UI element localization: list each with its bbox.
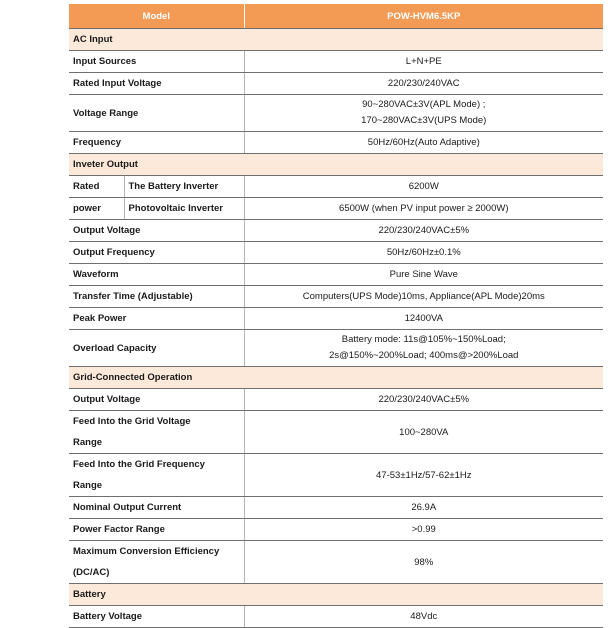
row-value: 220/230/240VAC±5% xyxy=(244,220,603,242)
row-label: Rated Input Voltage xyxy=(69,73,244,95)
table-row xyxy=(69,411,603,454)
label-line: Feed Into the Grid Voltage xyxy=(73,416,191,427)
row-label: Transfer Time (Adjustable) xyxy=(69,286,244,308)
row-value: Pure Sine Wave xyxy=(244,264,603,286)
value-line: 170~280VAC±3V(UPS Mode) xyxy=(361,115,487,126)
row-label: The Battery Inverter xyxy=(124,176,244,198)
section-grid-connected xyxy=(69,367,603,389)
row-label: Output Voltage xyxy=(69,220,244,242)
table-row xyxy=(69,176,603,198)
row-value: 220/230/240VAC xyxy=(244,73,603,95)
row-value: 6500W (when PV input power ≥ 2000W) xyxy=(244,198,603,220)
row-label xyxy=(69,454,244,497)
row-value: 98% xyxy=(244,541,603,584)
row-value xyxy=(244,330,603,367)
row-value: 50Hz/60Hz±0.1% xyxy=(244,242,603,264)
table-row xyxy=(69,264,603,286)
row-value: 26.9A xyxy=(244,497,603,519)
table-row xyxy=(69,606,603,628)
value-line: Battery mode: 11s@105%~150%Load; xyxy=(341,334,506,345)
row-label: Input Sources xyxy=(69,51,244,73)
model-label: Model xyxy=(69,4,244,29)
table-row xyxy=(69,330,603,367)
header-row xyxy=(69,4,603,29)
table-row xyxy=(69,308,603,330)
label-line: Maximum Conversion Efficiency xyxy=(73,546,220,557)
table-row xyxy=(69,286,603,308)
row-label: Power Factor Range xyxy=(69,519,244,541)
row-value: 48Vdc xyxy=(244,606,603,628)
table-row xyxy=(69,242,603,264)
row-label: Photovoltaic Inverter xyxy=(124,198,244,220)
row-label: Voltage Range xyxy=(69,95,244,132)
row-value: >0.99 xyxy=(244,519,603,541)
section-title: Grid-Connected Operation xyxy=(69,367,603,389)
row-value: 100~280VA xyxy=(244,411,603,454)
row-label: Battery Voltage xyxy=(69,606,244,628)
section-inverter-output xyxy=(69,154,603,176)
row-value: 12400VA xyxy=(244,308,603,330)
row-value: L+N+PE xyxy=(244,51,603,73)
row-label: Output Voltage xyxy=(69,389,244,411)
row-value xyxy=(244,95,603,132)
spec-table xyxy=(69,4,603,628)
table-row xyxy=(69,132,603,154)
row-value: 220/230/240VAC±5% xyxy=(244,389,603,411)
value-line: 2s@150%~200%Load; 400ms@>200%Load xyxy=(329,350,519,361)
table-row xyxy=(69,454,603,497)
row-label xyxy=(69,541,244,584)
rated-label: Rated xyxy=(69,176,124,198)
row-label xyxy=(69,411,244,454)
table-row xyxy=(69,95,603,132)
table-row xyxy=(69,198,603,220)
label-line: Feed Into the Grid Frequency xyxy=(73,459,205,470)
table-row xyxy=(69,519,603,541)
label-line: Range xyxy=(73,437,103,448)
table-row xyxy=(69,389,603,411)
table-row xyxy=(69,497,603,519)
row-label: Overload Capacity xyxy=(69,330,244,367)
row-label: Frequency xyxy=(69,132,244,154)
row-value: 50Hz/60Hz(Auto Adaptive) xyxy=(244,132,603,154)
label-line: Range xyxy=(73,480,103,491)
power-label: power xyxy=(69,198,124,220)
row-label: Peak Power xyxy=(69,308,244,330)
model-value: POW-HVM6.5KP xyxy=(244,4,603,29)
section-title: Battery xyxy=(69,584,603,606)
row-value: 47-53±1Hz/57-62±1Hz xyxy=(244,454,603,497)
row-value: 6200W xyxy=(244,176,603,198)
row-value: Computers(UPS Mode)10ms, Appliance(APL Mode)20ms xyxy=(244,286,603,308)
row-label: Output Frequency xyxy=(69,242,244,264)
table-row xyxy=(69,541,603,584)
row-label: Waveform xyxy=(69,264,244,286)
table-row xyxy=(69,51,603,73)
section-ac-input xyxy=(69,29,603,51)
label-line: (DC/AC) xyxy=(73,567,110,578)
value-line: 90~280VAC±3V(APL Mode) ; xyxy=(362,99,486,110)
table-row xyxy=(69,220,603,242)
table-row xyxy=(69,73,603,95)
section-title: AC Input xyxy=(69,29,603,51)
row-label: Nominal Output Current xyxy=(69,497,244,519)
section-battery xyxy=(69,584,603,606)
section-title: Inveter Output xyxy=(69,154,603,176)
